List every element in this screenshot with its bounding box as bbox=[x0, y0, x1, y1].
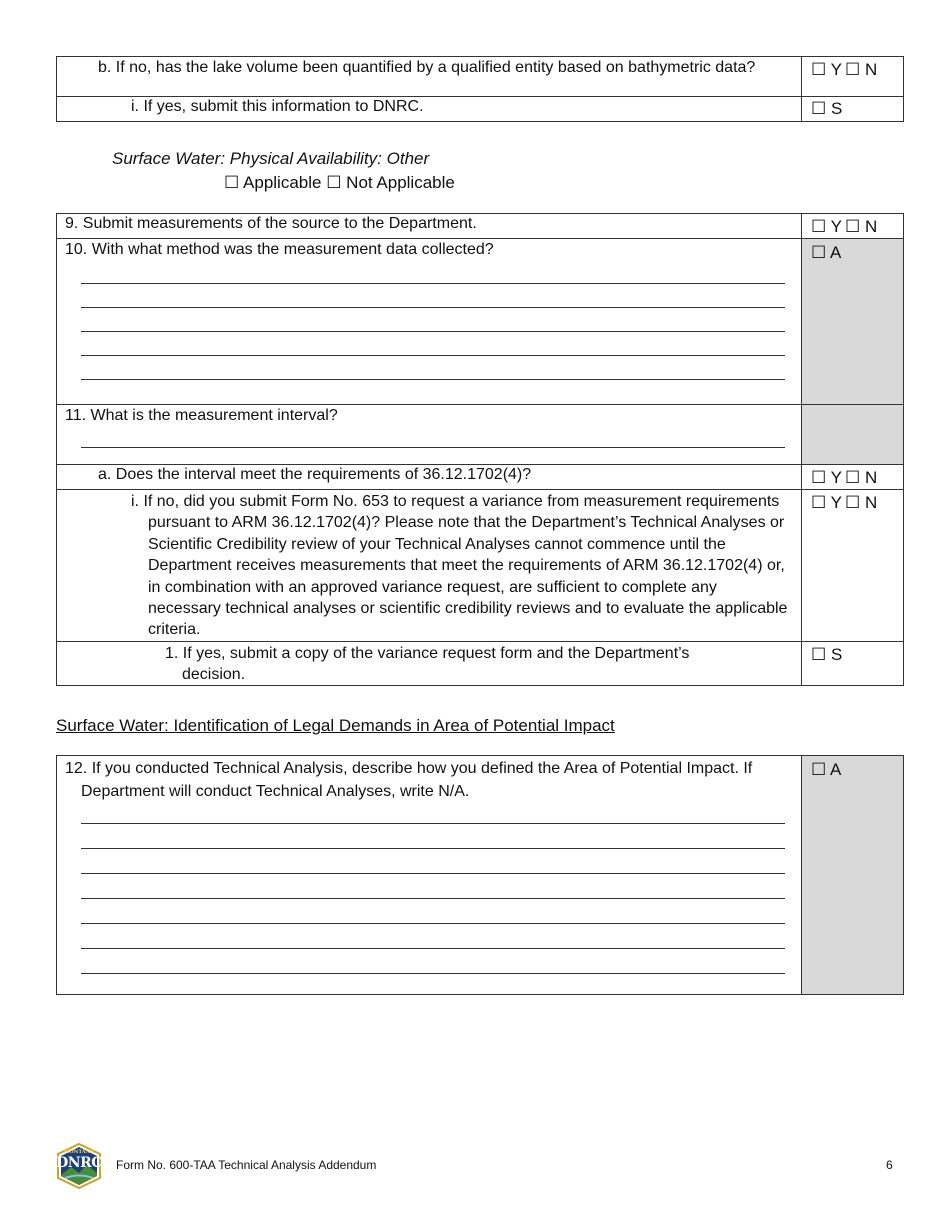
no-checkbox[interactable]: ☐ N bbox=[845, 493, 878, 512]
question-text: 11. What is the measurement interval? bbox=[65, 407, 338, 424]
submit-checkbox[interactable]: ☐ S bbox=[811, 644, 843, 664]
answer-cell bbox=[802, 490, 904, 642]
attach-checkbox[interactable]: ☐ A bbox=[811, 243, 842, 262]
table-row bbox=[57, 641, 904, 685]
question-text: i. If yes, submit this information to DNRC. bbox=[131, 98, 424, 115]
table-row bbox=[57, 214, 904, 239]
not-applicable-checkbox[interactable]: ☐ Not Applicable bbox=[326, 173, 455, 192]
question-text: a. Does the interval meet the requirements of 36.12.1702(4)? bbox=[98, 466, 532, 483]
answer-line[interactable] bbox=[81, 426, 785, 448]
applicability-options bbox=[224, 173, 455, 193]
logo-text: DNRC bbox=[56, 1155, 102, 1171]
table-row bbox=[57, 57, 904, 97]
question-text: b. If no, has the lake volume been quantified by a qualified entity based on bathymetric data? bbox=[98, 59, 756, 76]
submit-checkbox[interactable]: ☐ S bbox=[811, 99, 843, 118]
answer-cell bbox=[802, 641, 904, 685]
question-text: 1. If yes, submit a copy of the variance request form and the Department’s decision. bbox=[165, 644, 690, 683]
yes-checkbox[interactable]: ☐ Y bbox=[811, 468, 842, 487]
table-row bbox=[57, 239, 904, 405]
answer-line[interactable] bbox=[81, 284, 785, 308]
table-row bbox=[57, 756, 904, 995]
yes-checkbox[interactable]: ☐ Y bbox=[811, 493, 842, 512]
answer-line[interactable] bbox=[81, 824, 785, 849]
measurement-table bbox=[56, 213, 904, 686]
question-cell bbox=[57, 239, 802, 405]
question-cell bbox=[57, 57, 802, 97]
question-text: 10. With what method was the measurement data collected? bbox=[65, 241, 494, 258]
answer-line[interactable] bbox=[81, 803, 785, 824]
lake-volume-table bbox=[56, 56, 904, 122]
no-checkbox[interactable]: ☐ N bbox=[845, 60, 878, 79]
question-cell bbox=[57, 214, 802, 239]
logo-subtext: MONTANA bbox=[63, 1149, 95, 1155]
answer-line[interactable] bbox=[81, 332, 785, 356]
question-text: 12. If you conducted Technical Analysis, describe how you defined the Area of Potential Impact. If Department will conduct Technical Analyses, write N/A. bbox=[65, 760, 753, 800]
yes-checkbox[interactable]: ☐ Y bbox=[811, 60, 842, 79]
table-row bbox=[57, 465, 904, 490]
answer-line[interactable] bbox=[81, 949, 785, 974]
question-cell bbox=[57, 405, 802, 465]
no-checkbox[interactable]: ☐ N bbox=[845, 217, 878, 236]
answer-line[interactable] bbox=[81, 356, 785, 380]
table-row bbox=[57, 97, 904, 122]
question-cell bbox=[57, 490, 802, 642]
yes-checkbox[interactable]: ☐ Y bbox=[811, 217, 842, 236]
answer-cell bbox=[802, 214, 904, 239]
form-name: Form No. 600-TAA Technical Analysis Addendum bbox=[116, 1158, 377, 1172]
question-cell bbox=[57, 756, 802, 995]
answer-cell bbox=[802, 239, 904, 405]
section-title-legal-demands: Surface Water: Identification of Legal Demands in Area of Potential Impact bbox=[56, 716, 615, 735]
section-title-other: Surface Water: Physical Availability: Other bbox=[112, 149, 430, 168]
question-text: 9. Submit measurements of the source to the Department. bbox=[65, 215, 477, 232]
table-row bbox=[57, 405, 904, 465]
answer-line[interactable] bbox=[81, 849, 785, 874]
attach-checkbox[interactable]: ☐ A bbox=[811, 760, 842, 779]
answer-line[interactable] bbox=[81, 308, 785, 332]
answer-line[interactable] bbox=[81, 924, 785, 949]
dnrc-logo bbox=[55, 1143, 103, 1189]
area-of-impact-table bbox=[56, 755, 904, 995]
answer-line[interactable] bbox=[81, 260, 785, 284]
applicable-checkbox[interactable]: ☐ Applicable bbox=[224, 173, 322, 192]
no-checkbox[interactable]: ☐ N bbox=[845, 468, 878, 487]
answer-cell bbox=[802, 405, 904, 465]
answer-cell bbox=[802, 465, 904, 490]
question-text: i. If no, did you submit Form No. 653 to request a variance from measurement requirements pursuant to ARM 36.12.1702(4)? Please note that the Department’s Technical Analyses or Scientific Credibility review of your Technical Analyses cannot commence until the Department receives measurements that meet the requirements of ARM 36.12.1702(4) or, in combination with an approved variance request, are sufficient to complete any necessary technical analyses or scientific credibility reviews and to evaluate the applicable criteria. bbox=[131, 493, 788, 639]
answer-cell bbox=[802, 97, 904, 122]
table-row bbox=[57, 490, 904, 642]
question-cell bbox=[57, 97, 802, 122]
answer-cell bbox=[802, 57, 904, 97]
answer-line[interactable] bbox=[81, 899, 785, 924]
question-cell bbox=[57, 465, 802, 490]
page-number: 6 bbox=[886, 1158, 893, 1172]
question-cell bbox=[57, 641, 802, 685]
answer-cell bbox=[802, 756, 904, 995]
answer-line[interactable] bbox=[81, 874, 785, 899]
